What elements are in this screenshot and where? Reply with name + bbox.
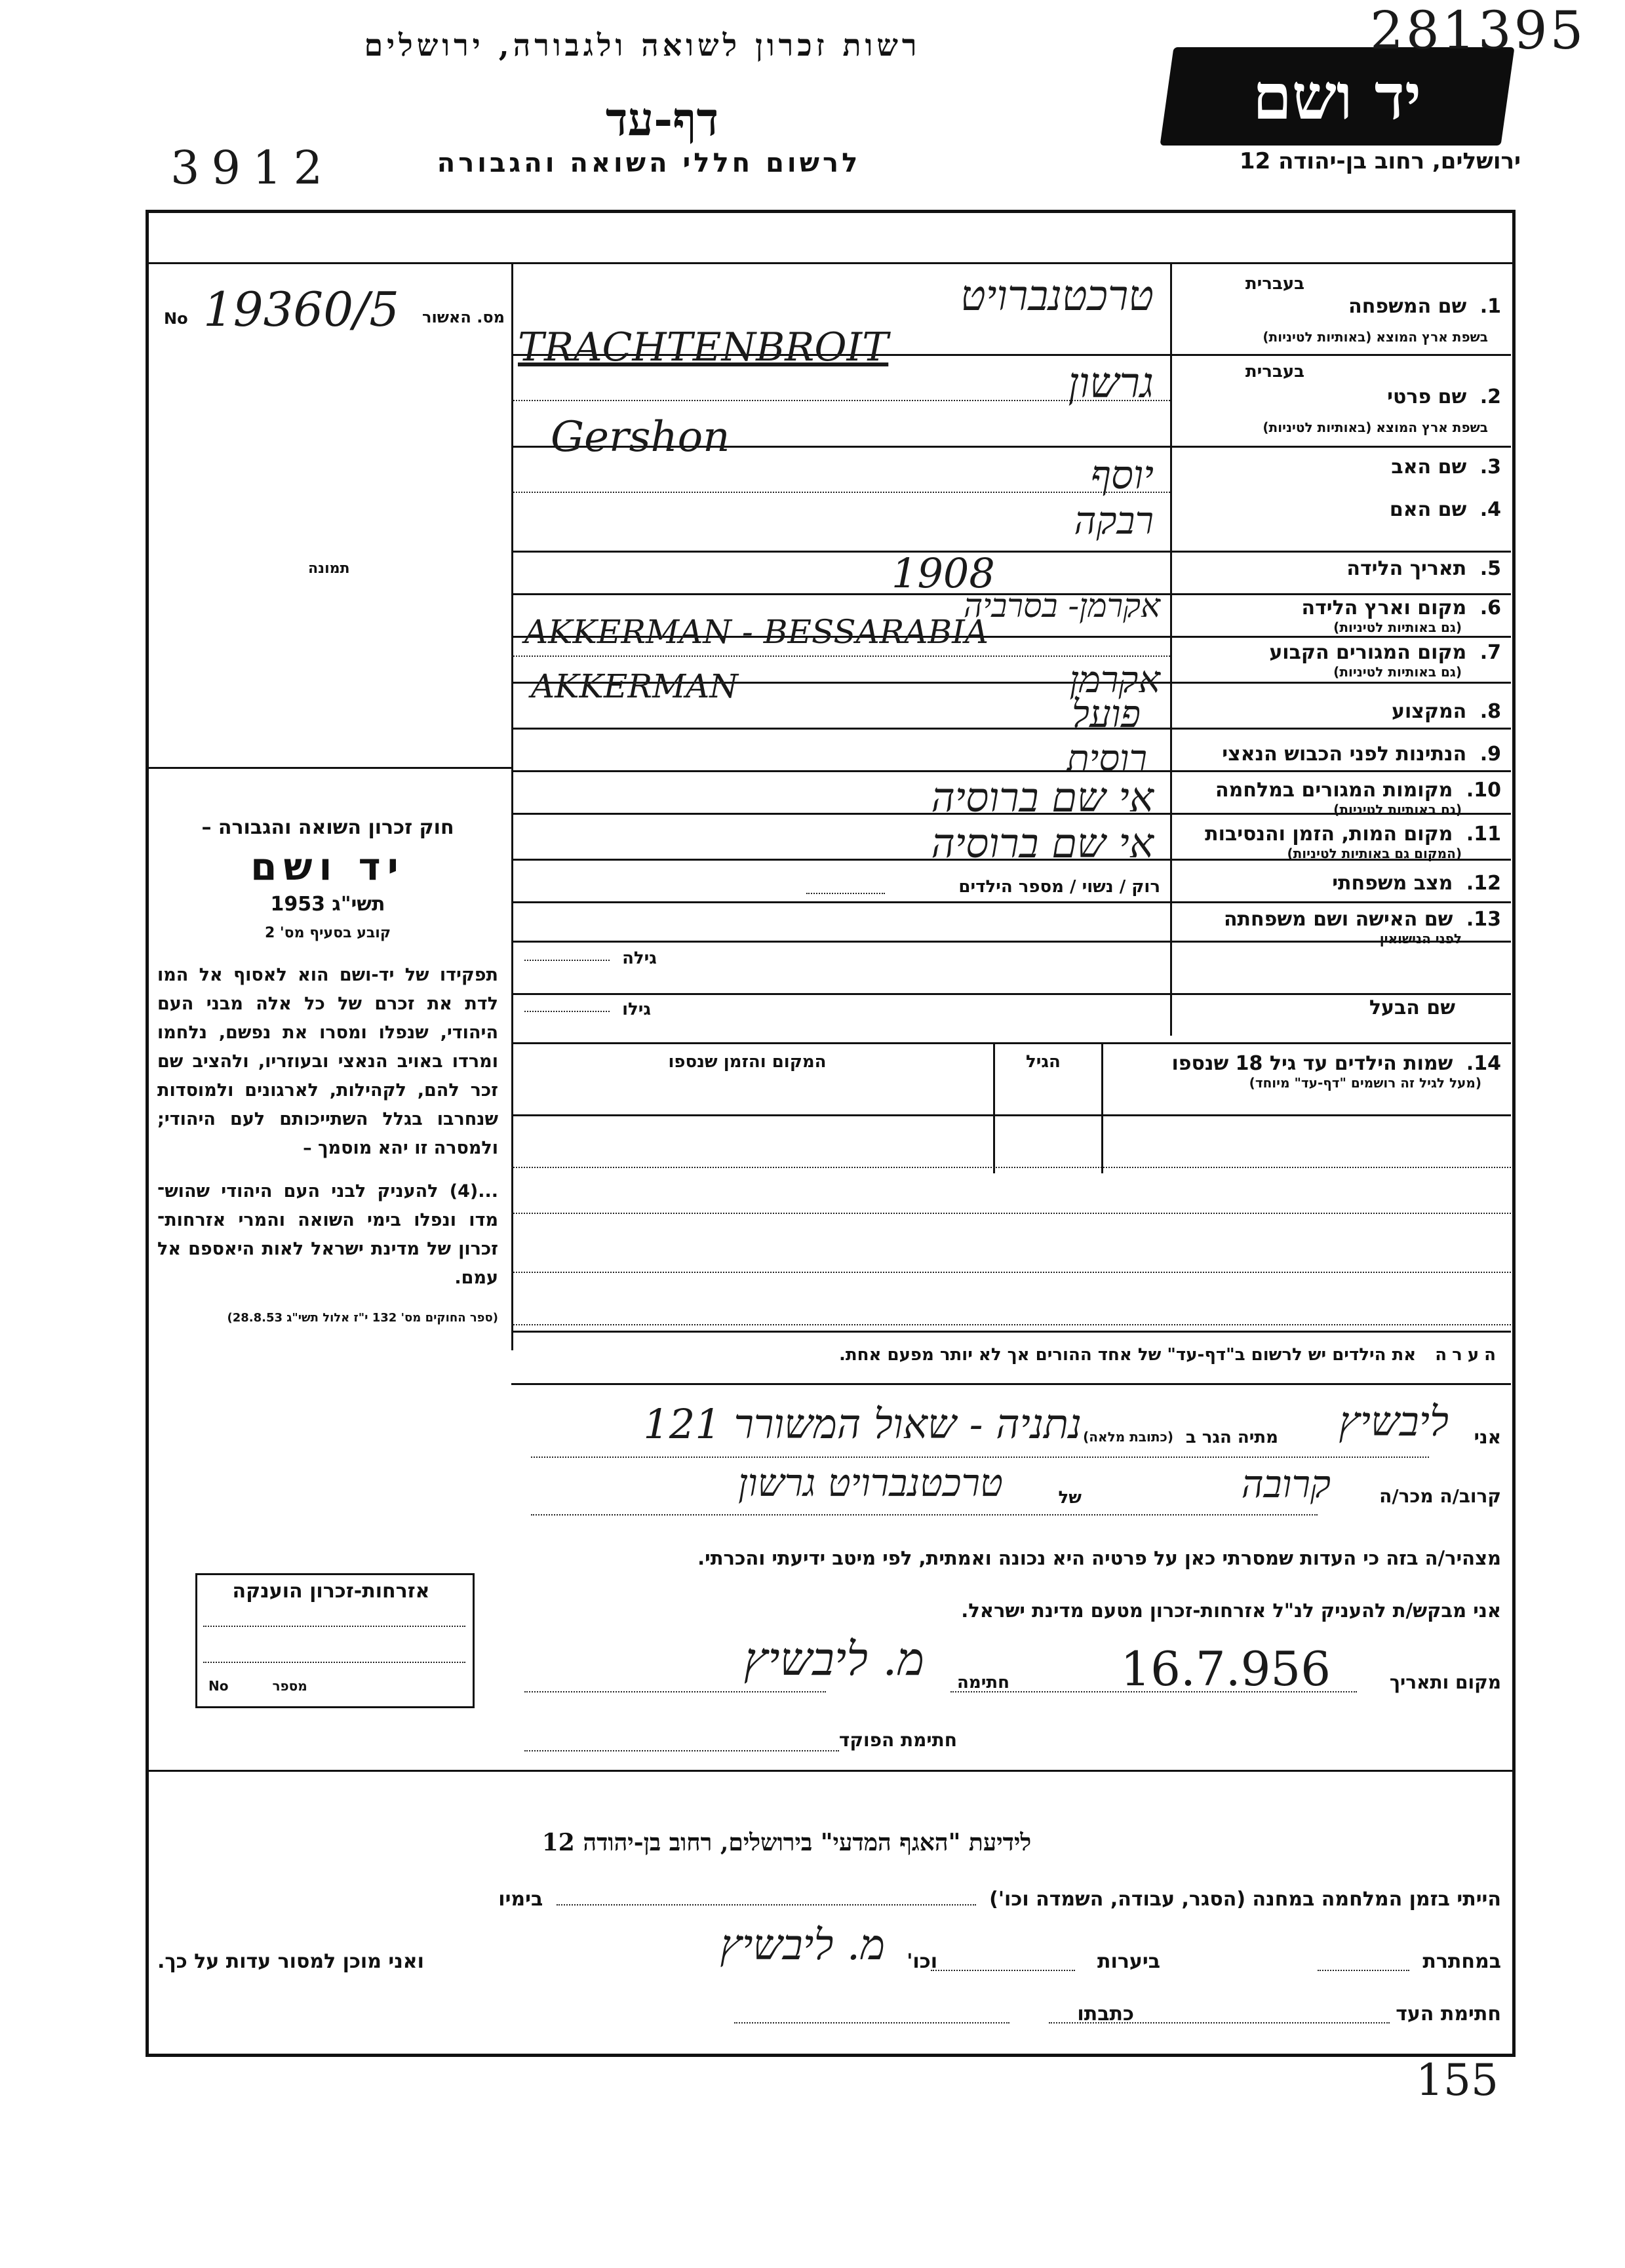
- decl-prefix: אני: [1474, 1426, 1501, 1448]
- field-profession-text: המקצוע: [1391, 700, 1467, 723]
- field-surname-heb-tag: בעברית: [1245, 274, 1304, 294]
- field-father-name: [1180, 456, 1501, 479]
- field-surname-text: שם המשפחה: [1348, 295, 1467, 318]
- value-birth-place-latin: AKKERMAN - BESSARABIA: [524, 613, 989, 651]
- decl-sign-row: [524, 1632, 1501, 1704]
- wife-age: [524, 948, 657, 968]
- field-wartime-text: מקומות המגורים במלחמה: [1215, 779, 1453, 802]
- field-residence-sub: (גם באותיות לטיניות): [1333, 664, 1462, 680]
- field-wife-num: 13.: [1466, 908, 1501, 931]
- field-father-text: שם האב: [1391, 456, 1467, 479]
- decl-signature-label: חתימה: [957, 1673, 1009, 1692]
- decl-statement: מצהיר/ה בזה כי העדות שמסרתי כאן על פרטיה היא נכונה ואמתית, לפי מיטב ידיעתי והכרתי.: [697, 1547, 1501, 1569]
- declaration-line-1: [524, 1398, 1501, 1455]
- form-title: דף-עד: [605, 92, 719, 146]
- bottom-underground-line: [157, 1921, 1501, 1989]
- photo-label: תמונה: [308, 560, 350, 577]
- decl-request: אני מבקש/ת להעניק לנ"ל אזרחות-זכרון מטעם מדינת ישראל.: [961, 1599, 1501, 1622]
- law-text-block: [157, 816, 498, 1325]
- decl-relation-label: קרוב/ה מכר/ה: [1379, 1485, 1501, 1507]
- field-wartime-num: 10.: [1466, 779, 1501, 802]
- value-surname-hebrew: טרכטנברויט: [960, 272, 1154, 321]
- value-surname-latin: TRACHTENBROIT: [518, 324, 889, 370]
- page-number: 155: [1416, 2055, 1498, 2105]
- field-first-name-text: שם פרטי: [1387, 385, 1467, 408]
- field-death-num: 11.: [1466, 823, 1501, 846]
- etc-label: וכו': [907, 1950, 937, 1973]
- field-marital-num: 12.: [1466, 872, 1501, 895]
- form-subtitle: לרשום חללי השואה והגבורה: [437, 148, 861, 178]
- children-label: שמות הילדים עד גיל 18 שנספו: [1171, 1052, 1453, 1075]
- bottom-signed-initial: מ. ליבשיץ: [720, 1921, 885, 1970]
- wife-age-label: גילה: [622, 948, 657, 968]
- citizenship-number: [208, 1678, 464, 1694]
- logo-text: יד ושם: [1253, 59, 1422, 134]
- children-age-header: הגיל: [1026, 1052, 1061, 1072]
- field-surname-sub: בשפת ארץ המוצא (באותיות לטיניות): [1263, 329, 1488, 345]
- declaration-line-2: [524, 1462, 1501, 1514]
- field-wife-text: שם האישה ושם משפחתה: [1223, 908, 1453, 931]
- note-text: את הילדים יש לרשום ב"דף-עד" של אחד ההורים אך לא יותר מפעם אחת.: [839, 1345, 1417, 1365]
- field-mother-text: שם האם: [1389, 498, 1467, 521]
- field-residence-text: מקום המגורים הקבוע: [1269, 641, 1467, 664]
- underground-label: במחתרת: [1422, 1950, 1501, 1973]
- citizenship-number-label: מספר: [272, 1678, 307, 1694]
- husband-age-label: גילו: [622, 1000, 651, 1019]
- field-wife-sub: לפני הנישואין: [1379, 931, 1462, 947]
- field-husband-name: [1180, 996, 1455, 1019]
- field-first-name-sub: בשפת ארץ המוצא (באותיות לטיניות): [1263, 420, 1488, 435]
- bottom-camp-line: [197, 1888, 1501, 1911]
- value-residence-latin: AKKERMAN: [531, 667, 739, 705]
- reg-no-prefix: No: [164, 309, 188, 328]
- registration-number: [164, 282, 505, 341]
- margin-number: 3912: [170, 141, 335, 195]
- field-marital-text: מצב משפחתי: [1332, 872, 1453, 895]
- value-first-name-latin: Gershon: [551, 413, 730, 461]
- forests-label: ביערות: [1097, 1950, 1160, 1973]
- field-citizenship-text: הנתינות לפני הכבוש הנאצי: [1222, 743, 1467, 766]
- field-husband-text: שם הבעל: [1369, 996, 1455, 1019]
- law-year: תשי"ג 1953: [270, 893, 385, 916]
- law-para2: ...(4) להעניק לבני העם היהודי שהוש־ מדו ונפלו בימי השואה והמרי אזרחות־ זכרון של מדינת ישראל לאות היאספם אל עמם.: [157, 1181, 498, 1288]
- value-birth-place-hebrew: אקרמן- בסרביה: [963, 587, 1160, 625]
- children-place-header: המקום והזמן שנספו: [668, 1052, 827, 1072]
- decl-signature-value: מ. ליבשיץ: [743, 1632, 924, 1686]
- citizenship-title: אזרחות-זכרון הוענקה: [232, 1580, 430, 1603]
- law-source: (ספר החוקים מס' 132 י"ז אלול תשי"ג 28.8.53): [227, 1311, 498, 1325]
- value-residence-hebrew: אקרמן: [1069, 659, 1160, 701]
- field-death-text: מקום המות, הזמן והנסיבות: [1205, 823, 1453, 846]
- field-wife-name: [1180, 908, 1501, 947]
- value-birth-date: 1908: [891, 549, 995, 597]
- decl-place-date-value: 16.7.956: [1120, 1641, 1331, 1696]
- bottom-heading: לידיעת "האגף המדעי" בירושלים, רחוב בן-יהודה 12: [541, 1829, 1032, 1856]
- field-birth-place-sub: (גם באותיות לטיניות): [1333, 619, 1462, 635]
- field-surname-label: [1348, 295, 1501, 318]
- witness-sig-label: חתימת העד: [1396, 2003, 1501, 2025]
- field-wartime-residence: [1180, 779, 1501, 817]
- field-birth-date-text: תאריך הלידה: [1346, 557, 1467, 580]
- field-birth-place-num: 6.: [1479, 596, 1501, 619]
- field-surname-num: 1.: [1479, 295, 1501, 318]
- field-citizenship-num: 9.: [1479, 743, 1501, 766]
- field-residence-num: 7.: [1479, 641, 1501, 664]
- law-name: יד ושם: [250, 844, 405, 889]
- decl-relation-value: קרובה: [1241, 1462, 1331, 1506]
- field-mother-name: [1180, 498, 1501, 521]
- decl-mid: מתיה הגר ב: [1185, 1428, 1278, 1447]
- field-citizenship: [1180, 743, 1501, 766]
- field-mother-num: 4.: [1479, 498, 1501, 521]
- value-citizenship: רוסית: [1067, 737, 1147, 780]
- value-father-name: יוסף: [1090, 452, 1154, 498]
- camp-in-period: בימיו: [498, 1888, 543, 1911]
- header-address: ירושלים, רחוב בן-יהודה 12: [1239, 148, 1521, 174]
- value-wartime-residence: אי שם ברוסיה: [931, 773, 1154, 821]
- value-mother-name: רבקה: [1074, 498, 1154, 543]
- field-first-name-num: 2.: [1479, 385, 1501, 408]
- decl-address-value: נתניה - שאול המשורר 121: [643, 1400, 1082, 1448]
- ready-statement: ואני מוכן למסור עדות על כך.: [157, 1950, 424, 1973]
- field-death-place: [1180, 823, 1501, 861]
- field-wartime-sub: (גם באותיות לטיניות): [1333, 802, 1462, 817]
- authority-title: רשות זכרון לשואה ולגבורה, ירושלים: [364, 28, 921, 63]
- children-sub: (מעל לגיל זה רושמים "דף-עד" מיוחד): [1249, 1075, 1481, 1091]
- note-row: [524, 1345, 1501, 1365]
- reg-no-label: מס. האשור: [422, 308, 505, 326]
- field-first-name: [1180, 359, 1501, 444]
- field-profession-num: 8.: [1479, 700, 1501, 723]
- value-death-place: אי שם ברוסיה: [931, 819, 1154, 867]
- field-birth-date: [1180, 557, 1501, 580]
- value-first-name-hebrew: גרשון: [1068, 359, 1154, 408]
- decl-place-date-label: מקום ותאריך: [1389, 1672, 1501, 1693]
- field-profession: [1180, 700, 1501, 723]
- decl-witness-name: ליבשיץ: [1339, 1398, 1449, 1445]
- decl-of-label: של: [1058, 1488, 1082, 1508]
- field-birth-place-text: מקום וארץ הלידה: [1301, 596, 1467, 619]
- camp-line-text: הייתי בזמן המלחמה במחנה (הסגר, עבודה, השמדה וכו'): [989, 1888, 1501, 1911]
- decl-of-value: טרכטנברויט גרשון: [737, 1460, 1003, 1505]
- value-marital-status: רוק / נשוי / מספר הילדים: [958, 877, 1160, 897]
- field-father-num: 3.: [1479, 456, 1501, 479]
- field-death-sub: (המקום גם באותיות לטיניות): [1287, 846, 1462, 861]
- yad-vashem-logo: [1160, 47, 1514, 146]
- law-clause: קובע בסעיף מס' 2: [264, 925, 391, 941]
- note-label: הערה: [1435, 1345, 1501, 1365]
- field-marital-status: [1180, 872, 1501, 895]
- decl-address-label: (כתובת מלאה): [1083, 1429, 1173, 1445]
- husband-age: [524, 1000, 651, 1019]
- field-first-name-label: [1387, 385, 1501, 408]
- law-para1: תפקידו של יד-ושם הוא לאסוף אל המו לדת את זכרם של כל אלה מבני העם היהודי, שנפלו ומסרו את נפשם, נלחמו ומרדו באויב הנאצי ובעוזריו, ולהציב שם זכר להם, לקהילות, לארגונים ולמוסדות שנחרבו בגלל השתייכותם לעם היהודי; ולמסרה זו יהא מוסמך –: [157, 965, 498, 1158]
- field-first-name-heb-tag: בעברית: [1245, 362, 1304, 381]
- field-birth-place: [1180, 596, 1501, 635]
- field-surname: [1180, 269, 1501, 354]
- reg-no-value: 19360/5: [203, 282, 400, 337]
- decl-officer-label: חתימת הפוקד: [838, 1729, 957, 1751]
- field-residence: [1180, 641, 1501, 680]
- value-profession: פועל: [1071, 692, 1141, 736]
- children-num: 14.: [1466, 1052, 1501, 1075]
- field-birth-date-num: 5.: [1479, 557, 1501, 580]
- children-header: [1108, 1052, 1501, 1091]
- citizenship-number-prefix: No: [208, 1678, 229, 1694]
- law-title: חוק זכרון השואה והגבורה –: [201, 816, 454, 839]
- witness-address-label: כתבתו: [1077, 2003, 1134, 2025]
- stamp-number: 281395: [1370, 0, 1586, 61]
